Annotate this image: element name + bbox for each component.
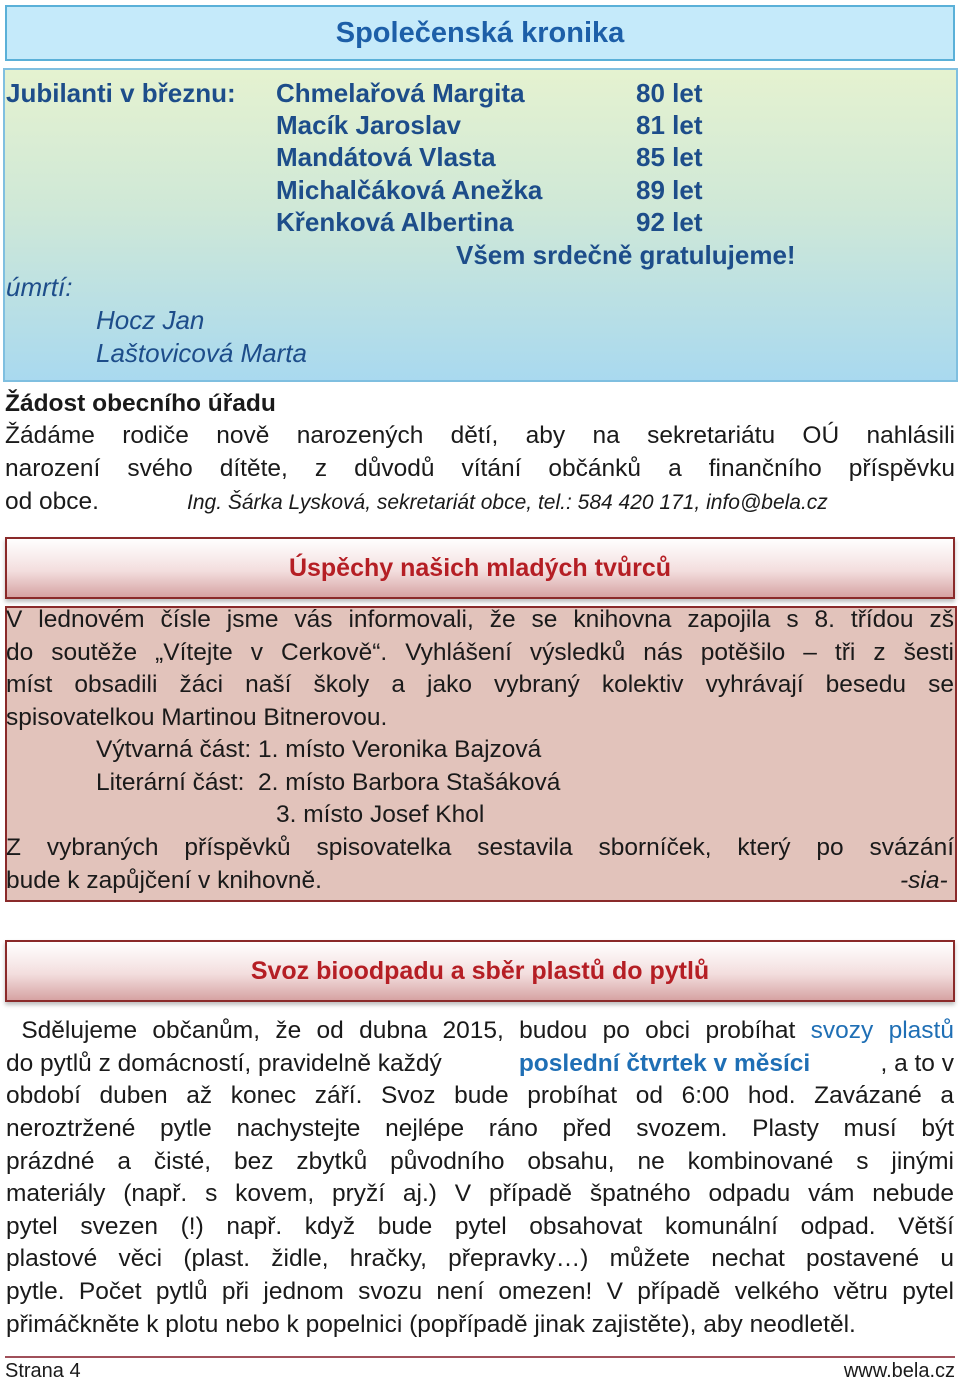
section-title: Společenská kronika: [335, 17, 625, 49]
waste-text: prázdné a čisté, bez zbytků původního obsahu, ne kombinované s jinými: [6, 1148, 954, 1175]
success-text: do soutěže „Vítejte v Cerkově“. Vyhlášení výsledků nás potěšilo – tři z šesti: [6, 639, 954, 666]
waste-highlight: svozy plastů: [810, 1017, 954, 1044]
success-text: bude k zapůjčení v knihovně.: [6, 867, 322, 894]
waste-text-part: do pytlů z domácností, pravidelně každý: [6, 1050, 449, 1077]
result-line: 3. místo Josef Khol: [276, 801, 485, 828]
deaths-label: úmrtí:: [6, 272, 73, 302]
waste-text-part: Sdělujeme občanům, že od dubna 2015, budou po obci probíhat: [6, 1017, 811, 1044]
waste-text: [6, 1017, 954, 1045]
waste-text: přimáčkněte k plotu nebo k popelnici (popřípadě jinak zajistěte), aby neodletěl.: [6, 1311, 856, 1338]
congratulations: Všem srdečně gratulujeme!: [456, 240, 796, 270]
result-line: Výtvarná část: 1. místo Veronika Bajzová: [96, 736, 542, 763]
result-line: Literární část: 2. místo Barbora Stašáková: [96, 769, 561, 796]
success-text: Z vybraných příspěvků spisovatelka sestavila sborníček, který po svázání: [6, 834, 954, 861]
waste-highlight-bold: poslední čtvrtek v měsíci: [518, 1050, 811, 1077]
success-banner: [5, 537, 955, 599]
jubilee-name: Křenková Albertina: [276, 207, 514, 237]
success-banner-title: Úspěchy našich mladých tvůrců: [288, 554, 672, 582]
waste-text: pytel svezen (!) např. když bude pytel obsahovat komunální odpad. Větší: [6, 1213, 954, 1240]
waste-banner-title: Svoz bioodpadu a sběr plastů do pytlů: [250, 957, 710, 985]
waste-text: pytle. Počet pytlů při jednom svozu není omezen! V případě velkého větru pytel: [6, 1278, 954, 1305]
jubilee-name: Macík Jaroslav: [276, 110, 462, 140]
jubilee-label: Jubilanti v březnu:: [6, 78, 236, 108]
section-header: [5, 5, 955, 61]
waste-text: [6, 1050, 954, 1078]
waste-text-part: , a to v: [880, 1050, 954, 1077]
request-text: Žádáme rodiče nově narozených dětí, aby na sekretariátu OÚ nahlásili: [5, 422, 955, 449]
footer-divider: [5, 1356, 955, 1358]
jubilee-age: 81 let: [636, 110, 703, 140]
success-text: V lednovém čísle jsme vás informovali, že se knihovna zapojila s 8. třídou zš: [6, 606, 954, 633]
page-number: Strana 4: [5, 1360, 81, 1382]
waste-text: období duben až konec září. Svoz bude probíhat od 6:00 hod. Zavázané a: [6, 1082, 954, 1109]
success-text: míst obsadili žáci naší školy a jako vybraný kolektiv vyhrávají besedu se: [6, 671, 954, 698]
request-signature: Ing. Šárka Lysková, sekretariát obce, tel.: 584 420 171, info@bela.cz: [187, 491, 828, 514]
request-text: narození svého dítěte, z důvodů vítání občánků a finančního příspěvku: [5, 455, 955, 482]
waste-text: neroztržené pytle nachystejte nejlépe ráno před svozem. Plasty musí být: [6, 1115, 954, 1142]
deceased-name: Laštovicová Marta: [96, 338, 307, 368]
jubilee-age: 92 let: [636, 207, 703, 237]
waste-text: materiály (např. s kovem, pryží aj.) V případě špatného odpadu vám nebude: [6, 1180, 954, 1207]
website-link[interactable]: www.bela.cz: [843, 1360, 955, 1382]
jubilee-name: Michalčáková Anežka: [276, 175, 543, 205]
success-text: spisovatelkou Martinou Bitnerovou.: [6, 704, 388, 731]
jubilee-name: Chmelařová Margita: [276, 78, 525, 108]
waste-text: plastové věci (plast. židle, hračky, přepravky…) můžete nechat postavené u: [6, 1245, 954, 1272]
jubilee-age: 85 let: [636, 142, 703, 172]
jubilee-name: Mandátová Vlasta: [276, 142, 496, 172]
jubilee-age: 80 let: [636, 78, 703, 108]
author-tag: -sia-: [900, 867, 948, 894]
jubilee-age: 89 let: [636, 175, 703, 205]
waste-banner: [5, 940, 955, 1002]
deceased-name: Hocz Jan: [96, 305, 205, 335]
request-title: Žádost obecního úřadu: [5, 390, 276, 417]
request-text: od obce.: [5, 488, 99, 515]
